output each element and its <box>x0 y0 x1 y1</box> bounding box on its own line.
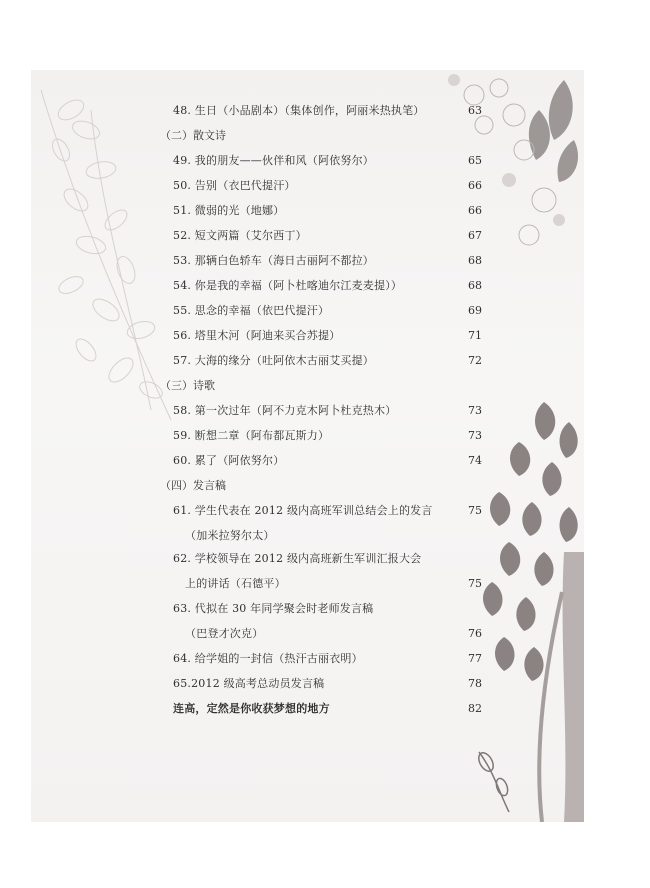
toc-page-number: 63 <box>468 104 482 117</box>
toc-page-number: 82 <box>468 702 482 715</box>
toc-entry[interactable]: 50. 告别（衣巴代提汗） <box>173 179 296 192</box>
toc-entry[interactable]: 59. 断想二章（阿布都瓦斯力） <box>173 429 330 442</box>
floral-decoration-top-right <box>414 70 584 270</box>
toc-entry[interactable]: 54. 你是我的幸福（阿卜杜喀迪尔江麦麦提）） <box>173 279 403 292</box>
toc-entry[interactable]: 53. 那辆白色轿车（海日古丽阿不都拉） <box>173 254 374 267</box>
toc-entry[interactable]: 51. 微弱的光（地娜） <box>173 204 285 217</box>
toc-entry[interactable]: 63. 代拟在 30 年同学聚会时老师发言稿 <box>173 602 374 615</box>
toc-page-number: 74 <box>468 454 482 467</box>
toc-entry-continuation: （加米拉努尔太） <box>185 529 275 542</box>
toc-entry-continuation: 上的讲话（石德平） <box>185 577 286 590</box>
toc-page-number: 78 <box>468 677 482 690</box>
section-heading: （三）诗歌 <box>160 379 215 392</box>
section-heading: （四）发言稿 <box>160 479 226 492</box>
toc-entry[interactable]: 65.2012 级高考总动员发言稿 <box>173 677 325 690</box>
floral-decoration-bottom-right <box>474 392 584 822</box>
toc-entry[interactable]: 64. 给学姐的一封信（热汗古丽衣明） <box>173 652 363 665</box>
toc-page-number: 68 <box>468 279 482 292</box>
toc-page-number: 73 <box>468 429 482 442</box>
toc-entry[interactable]: 57. 大海的缘分（吐阿依木古丽艾买提） <box>173 354 374 367</box>
toc-page-number: 68 <box>468 254 482 267</box>
toc-entry[interactable]: 58. 第一次过年（阿不力克木阿卜杜克热木） <box>173 404 397 417</box>
toc-page-number: 75 <box>468 577 482 590</box>
toc-page-number: 71 <box>468 329 482 342</box>
toc-page-number: 66 <box>468 179 482 192</box>
toc-page-number: 72 <box>468 354 482 367</box>
toc-page-number: 75 <box>468 504 482 517</box>
toc-page-number: 77 <box>468 652 482 665</box>
toc-entry[interactable]: 48. 生日（小品剧本）（集体创作，阿丽米热执笔） <box>173 104 425 117</box>
toc-page-number: 65 <box>468 154 482 167</box>
toc-entry[interactable]: 52. 短文两篇（艾尔西丁） <box>173 229 307 242</box>
section-heading: （二）散文诗 <box>160 129 226 142</box>
toc-entry[interactable]: 62. 学校领导在 2012 级内高班新生军训汇报大会 <box>173 552 422 565</box>
toc-page-number: 76 <box>468 627 482 640</box>
toc-page-number: 69 <box>468 304 482 317</box>
toc-entry[interactable]: 61. 学生代表在 2012 级内高班军训总结会上的发言 <box>173 504 433 517</box>
toc-page-number: 66 <box>468 204 482 217</box>
toc-entry[interactable]: 49. 我的朋友——伙伴和风（阿依努尔） <box>173 154 374 167</box>
toc-page-number: 73 <box>468 404 482 417</box>
toc-entry[interactable]: 56. 塔里木河（阿迪来买合苏提） <box>173 329 341 342</box>
toc-page-number: 67 <box>468 229 482 242</box>
floral-decoration-left <box>31 70 191 430</box>
toc-entry-continuation: （巴登才次克） <box>185 627 264 640</box>
toc-entry-featured[interactable]: 连高，定然是你收获梦想的地方 <box>173 702 330 715</box>
toc-entry[interactable]: 60. 累了（阿依努尔） <box>173 454 285 467</box>
toc-entry[interactable]: 55. 思念的幸福（依巴代提汗） <box>173 304 330 317</box>
